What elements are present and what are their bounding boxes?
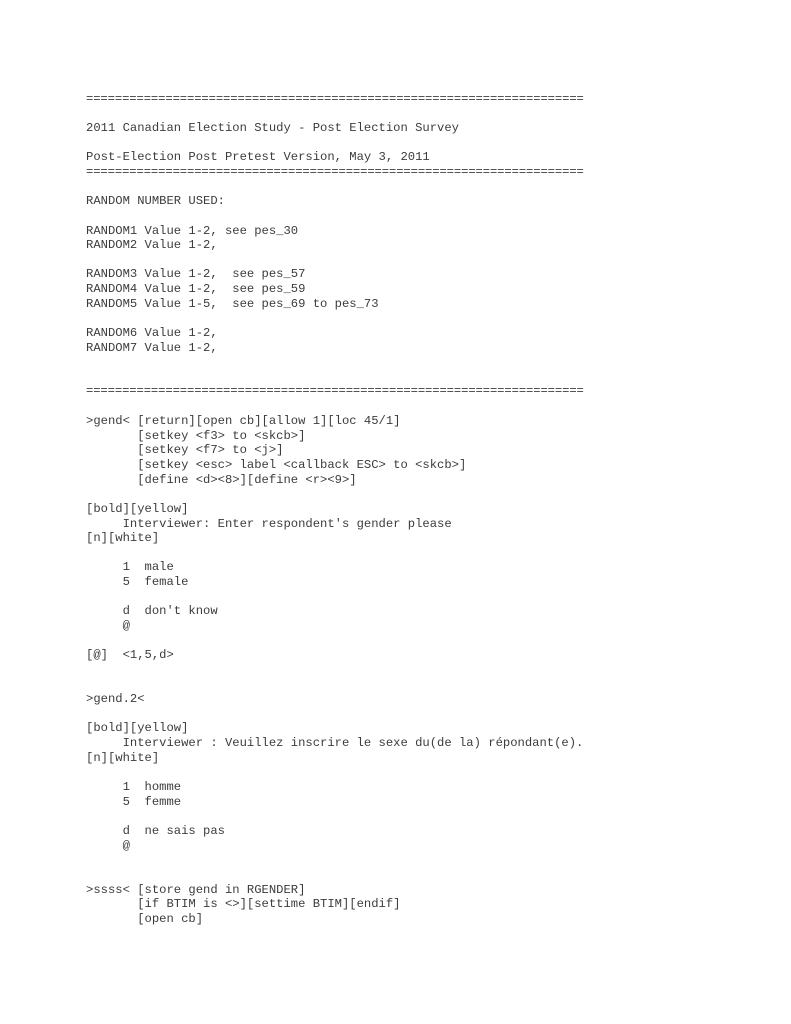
separator-line: ===================================================================== — [86, 165, 584, 179]
code-line: [bold][yellow] — [86, 721, 189, 735]
response-option: d don't know — [86, 604, 218, 618]
random-line: RANDOM3 Value 1-2, see pes_57 — [86, 267, 306, 281]
version-line: Post-Election Post Pretest Version, May 3, 2011 — [86, 150, 430, 164]
separator-line: ===================================================================== — [86, 384, 584, 398]
response-option: 1 homme — [86, 780, 182, 794]
random-line: RANDOM2 Value 1-2, — [86, 238, 218, 252]
separator-line: ===================================================================== — [86, 92, 584, 106]
code-line: >gend.2< — [86, 692, 145, 706]
code-line: [setkey <f7> to <j>] — [86, 443, 284, 457]
response-option: 1 male — [86, 560, 174, 574]
interviewer-instruction: Interviewer: Enter respondent's gender please — [86, 517, 452, 531]
code-line: >ssss< [store gend in RGENDER] — [86, 883, 306, 897]
code-line: [n][white] — [86, 531, 160, 545]
random-line: RANDOM7 Value 1-2, — [86, 341, 218, 355]
code-line: @ — [86, 839, 130, 853]
random-line: RANDOM5 Value 1-5, see pes_69 to pes_73 — [86, 297, 379, 311]
response-option: 5 female — [86, 575, 189, 589]
random-line: RANDOM6 Value 1-2, — [86, 326, 218, 340]
code-line: >gend< [return][open cb][allow 1][loc 45/1] — [86, 414, 401, 428]
interviewer-instruction: Interviewer : Veuillez inscrire le sexe du(de la) répondant(e). — [86, 736, 584, 750]
code-line: [open cb] — [86, 912, 204, 926]
code-line: [setkey <f3> to <skcb>] — [86, 429, 306, 443]
code-line: [@] <1,5,d> — [86, 648, 174, 662]
response-option: 5 femme — [86, 795, 182, 809]
random-heading: RANDOM NUMBER USED: — [86, 194, 225, 208]
code-line: [if BTIM is <>][settime BTIM][endif] — [86, 897, 401, 911]
document-title: 2011 Canadian Election Study - Post Election Survey — [86, 121, 459, 135]
code-line: [bold][yellow] — [86, 502, 189, 516]
response-option: d ne sais pas — [86, 824, 225, 838]
code-line: [define <d><8>][define <r><9>] — [86, 473, 357, 487]
random-line: RANDOM4 Value 1-2, see pes_59 — [86, 282, 306, 296]
code-line: [setkey <esc> label <callback ESC> to <skcb>] — [86, 458, 467, 472]
random-line: RANDOM1 Value 1-2, see pes_30 — [86, 224, 299, 238]
code-line: [n][white] — [86, 751, 160, 765]
code-line: @ — [86, 619, 130, 633]
